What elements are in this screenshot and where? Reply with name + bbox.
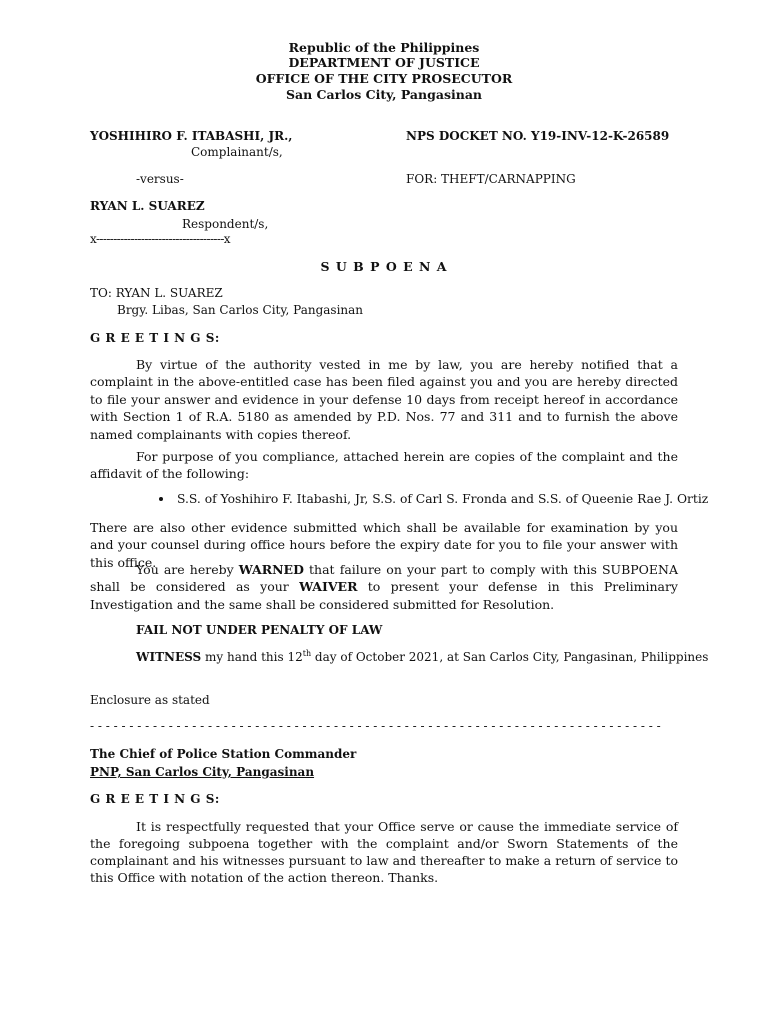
offense-label: FOR: THEFT/CARNAPPING [406,172,576,186]
paragraph-attachments: For purpose of you compliance, attached herein are copies of the complaint and the affidavit of the following: [90,449,678,482]
police-addressee: The Chief of Police Station Commander [90,747,357,761]
header-republic: Republic of the Philippines [288,40,480,55]
docket-number: NPS DOCKET NO. Y19-INV-12-K-26589 [406,129,670,143]
warning-text-3: to present your defense in this Preliminary Investigation and the same shall be considered submitted for Resolution. [90,579,678,612]
respondent-name: RYAN L. SUAREZ [90,199,205,213]
complainant-name: YOSHIHIRO F. ITABASHI, JR., [90,129,293,143]
header-department: DEPARTMENT OF JUSTICE [288,55,480,70]
addressee-to: TO: RYAN L. SUAREZ [90,286,223,300]
paragraph-service-request: It is respectfully requested that your Office serve or cause the immediate service of the foregoing subpoena together with the complaint and/or Sworn Statements of the complainant and his witnesses pursuant to law and thereafter to make a return of service to this Office with notation of the action thereon. Thanks. [90,819,678,885]
witness-line [136,650,708,664]
warning-text-2: that failure on your part to comply with this SUBPOENA shall be considered as your [90,562,679,595]
warning-text-1: You are hereby [136,562,239,577]
header-office: OFFICE OF THE CITY PROSECUTOR [255,71,513,86]
enclosure-note: Enclosure as stated [90,693,210,707]
paragraph-notice: By virtue of the authority vested in me by law, you are hereby notified that a complaint in the above-entitled case has been filed against you and you are hereby directed to file your answer and evidence in your defense 10 days from receipt hereof in accordance with Section 1 of R.A. 5180 as amended by P.D. Nos. 77 and 311 and to furnish the above named complainants with copies thereof. [90,357,678,442]
paragraph-evidence: There are also other evidence submitted which shall be available for examination by you and your counsel during office hours before the expiry date for you to file your answer with this office. [90,520,678,570]
witness-emphasis: WITNESS [136,650,202,664]
witness-ordinal: th [302,649,312,658]
police-station: PNP, San Carlos City, Pangasinan [90,765,315,779]
warned-emphasis: WARNED [238,562,304,577]
bullet-item [159,492,708,506]
waiver-emphasis: WAIVER [299,579,358,595]
witness-text-2: day of October 2021, at San Carlos City, Pangasinan, Philippines [311,650,709,664]
greetings-heading-2: G R E E T I N G S: [90,792,220,806]
bullet-icon [159,497,163,501]
witness-text-1: my hand this 12 [201,650,303,664]
paragraph-warning [90,561,678,613]
document-title: S U B P O E N A [320,259,448,274]
bullet-text: S.S. of Yoshihiro F. Itabashi, Jr, S.S. of Carl S. Fronda and S.S. of Queenie Rae J. Ortiz [177,492,709,506]
fail-not-notice: FAIL NOT UNDER PENALTY OF LAW [136,623,383,637]
greetings-heading: G R E E T I N G S: [90,331,220,345]
complainant-label: Complainant/s, [191,145,283,159]
dashed-divider: - - - - - - - - - - - - - - - - - - - - - - - - - - - - - - - - - - - - - - - - - - - - - - - - - - - - - - - - - - - - - - - - - - - - - - - - - [90,719,661,733]
header-city: San Carlos City, Pangasinan [285,87,483,102]
caption-separator: x-------------------------------------x [90,232,230,246]
versus-label: -versus- [136,172,184,186]
respondent-label: Respondent/s, [182,217,269,231]
addressee-address: Brgy. Libas, San Carlos City, Pangasinan [117,303,364,317]
